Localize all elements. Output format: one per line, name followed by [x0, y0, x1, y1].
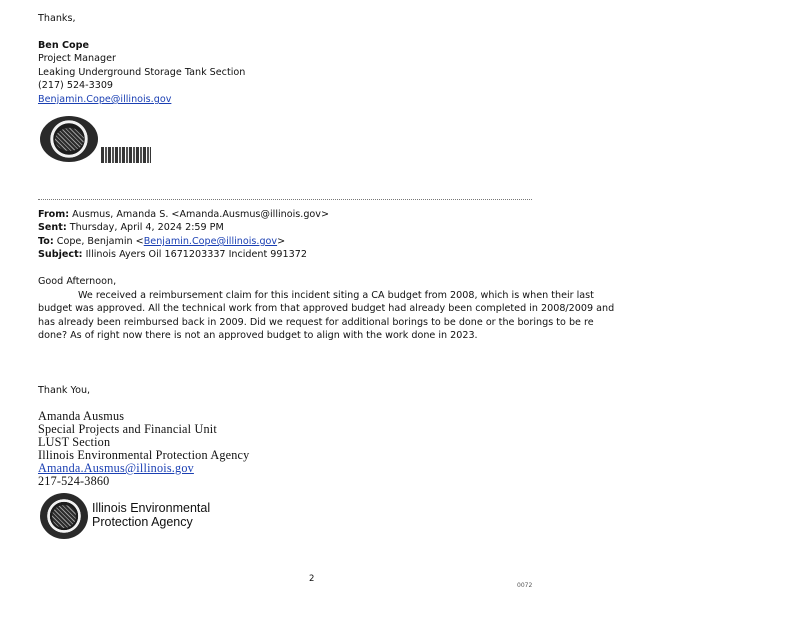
reply-sender-phone: (217) 524-3309	[38, 80, 114, 91]
message-body-line: has already been reimbursed back in 2009. Did we request for additional borings to be done or the borings to be re	[38, 317, 594, 328]
illinois-epa-logo-icon	[40, 493, 88, 539]
message-signoff: Thank You,	[38, 385, 91, 396]
reply-sender-section: Leaking Underground Storage Tank Section	[38, 67, 246, 78]
header-from-value: Ausmus, Amanda S. <Amanda.Ausmus@illinois.gov>	[72, 209, 329, 220]
header-from-label: From:	[38, 209, 70, 220]
signature-unit: Special Projects and Financial Unit	[38, 422, 217, 436]
header-subject	[38, 248, 307, 262]
message-body-line: done? As of right now there is not an approved budget to align with the work done in 2023.	[38, 330, 478, 341]
header-sent	[38, 221, 224, 235]
signature-agency: Illinois Environmental Protection Agency	[38, 448, 250, 462]
reply-sender-title: Project Manager	[38, 53, 116, 64]
logo-text-line1: Illinois Environmental	[92, 501, 211, 515]
illinois-epa-seal-icon	[40, 116, 98, 162]
reply-sender-email-link[interactable]: Benjamin.Cope@illinois.gov	[38, 94, 172, 105]
header-to-label: To:	[38, 236, 54, 247]
header-sent-label: Sent:	[38, 222, 67, 233]
header-to-suffix: >	[277, 236, 286, 247]
signature-name: Amanda Ausmus	[38, 409, 125, 423]
signature-phone: 217-524-3860	[38, 474, 110, 488]
message-divider	[38, 199, 532, 200]
header-to-email-link[interactable]: Benjamin.Cope@illinois.gov	[143, 236, 278, 247]
header-from	[38, 208, 329, 222]
signature-section: LUST Section	[38, 435, 111, 449]
signature-email-link[interactable]: Amanda.Ausmus@illinois.gov	[38, 461, 194, 475]
logo-text-line2: Protection Agency	[92, 515, 193, 529]
bates-stamp: 0072	[517, 582, 533, 589]
message-greeting: Good Afternoon,	[38, 276, 117, 287]
reply-closing: Thanks,	[38, 13, 76, 24]
header-subject-value: Illinois Ayers Oil 1671203337 Incident 991372	[85, 249, 307, 260]
signature-stamp-image	[101, 147, 151, 163]
reply-sender-name: Ben Cope	[38, 40, 89, 51]
header-subject-label: Subject:	[38, 249, 83, 260]
header-to-prefix: Cope, Benjamin <	[56, 236, 144, 247]
page-number: 2	[309, 574, 315, 584]
message-body-line: We received a reimbursement claim for this incident siting a CA budget from 2008, which is when their last	[78, 290, 594, 301]
message-body-line: budget was approved. All the technical work from that approved budget had already been completed in 2008/2009 and	[38, 303, 615, 314]
header-to	[38, 235, 285, 249]
header-sent-value: Thursday, April 4, 2024 2:59 PM	[69, 222, 224, 233]
